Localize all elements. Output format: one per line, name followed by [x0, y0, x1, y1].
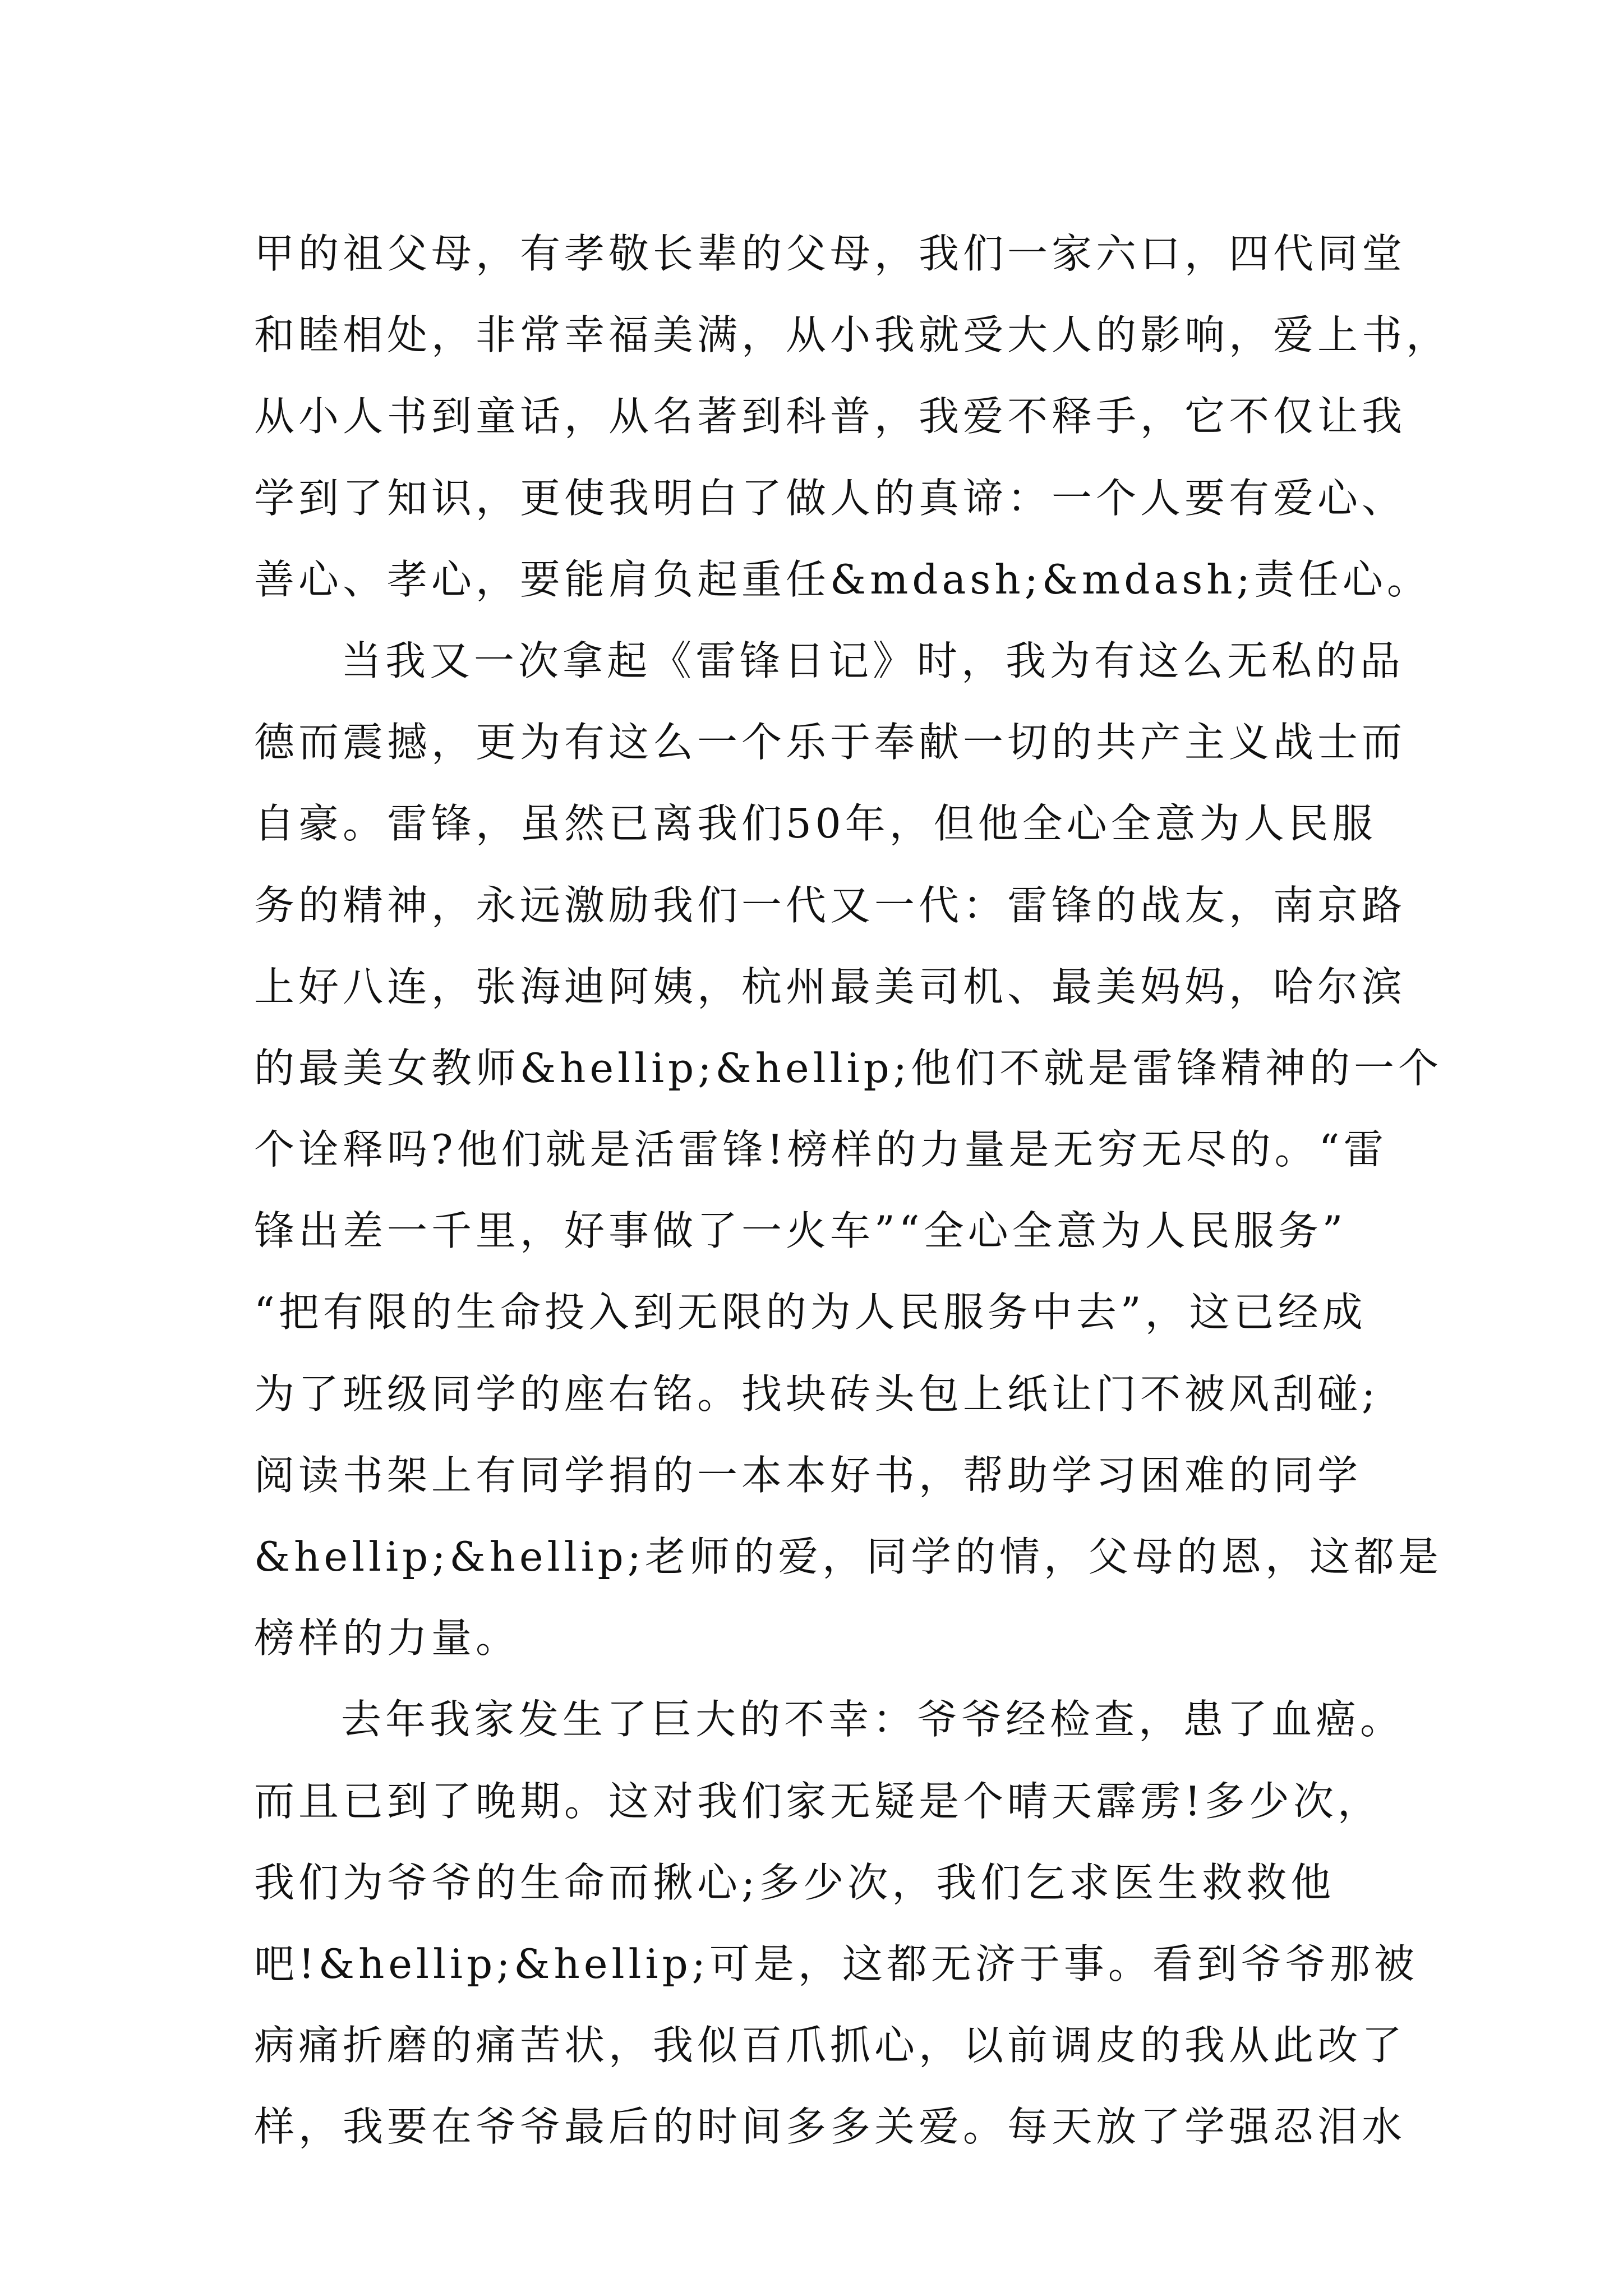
text-line: 而且已到了晚期。这对我们家无疑是个晴天霹雳!多少次， — [254, 1777, 1382, 1825]
text-line: 甲的祖父母，有孝敬长辈的父母，我们一家六口，四代同堂 — [254, 230, 1407, 277]
paragraph-start-line: 当我又一次拿起《雷锋日记》时，我为有这么无私的品 — [341, 637, 1405, 684]
text-line: 为了班级同学的座右铭。找块砖头包上纸让门不被风刮碰; — [254, 1370, 1380, 1418]
text-line: 德而震撼，更为有这么一个乐于奉献一切的共产主义战士而 — [254, 719, 1407, 766]
body-text — [254, 213, 1451, 2168]
text-line: 个诠释吗?他们就是活雷锋!榜样的力量是无穷无尽的。“雷 — [254, 1126, 1388, 1174]
text-line: 锋出差一千里，好事做了一火车”“全心全意为人民服务” — [254, 1207, 1347, 1255]
text-line: 阅读书架上有同学捐的一本本好书，帮助学习困难的同学 — [254, 1451, 1362, 1499]
text-line: 学到了知识，更使我明白了做人的真谛：一个人要有爱心、 — [254, 474, 1407, 522]
text-line: 从小人书到童话，从名著到科普，我爱不释手，它不仅让我 — [254, 393, 1407, 440]
text-line: 自豪。雷锋，虽然已离我们50年，但他全心全意为人民服 — [254, 800, 1377, 848]
text-line: &hellip;&hellip;老师的爱，同学的情，父母的恩，这都是 — [254, 1533, 1443, 1580]
paragraph-start-line: 去年我家发生了巨大的不幸：爷爷经检查，患了血癌。 — [341, 1696, 1405, 1743]
text-line: 的最美女教师&hellip;&hellip;他们不就是雷锋精神的一个 — [254, 1044, 1443, 1092]
text-line: 病痛折磨的痛苦状，我似百爪抓心，以前调皮的我从此改了 — [254, 2022, 1407, 2069]
text-line: 样，我要在爷爷最后的时间多多关爱。每天放了学强忍泪水 — [254, 2103, 1407, 2151]
text-line: “把有限的生命投入到无限的为人民服务中去”，这已经成 — [254, 1289, 1367, 1336]
text-line: 吧!&hellip;&hellip;可是，这都无济于事。看到爷爷那被 — [254, 1940, 1418, 1987]
text-line: 我们为爷爷的生命而揪心;多少次，我们乞求医生救救他 — [254, 1858, 1335, 1906]
text-line: 和睦相处，非常幸福美满，从小我就受大人的影响，爱上书， — [254, 311, 1451, 359]
text-line: 上好八连，张海迪阿姨，杭州最美司机、最美妈妈，哈尔滨 — [254, 963, 1407, 1010]
text-line: 善心、孝心，要能肩负起重任&mdash;&mdash;责任心。 — [254, 555, 1431, 603]
text-line: 务的精神，永远激励我们一代又一代：雷锋的战友，南京路 — [254, 881, 1407, 929]
text-line: 榜样的力量。 — [254, 1614, 520, 1662]
